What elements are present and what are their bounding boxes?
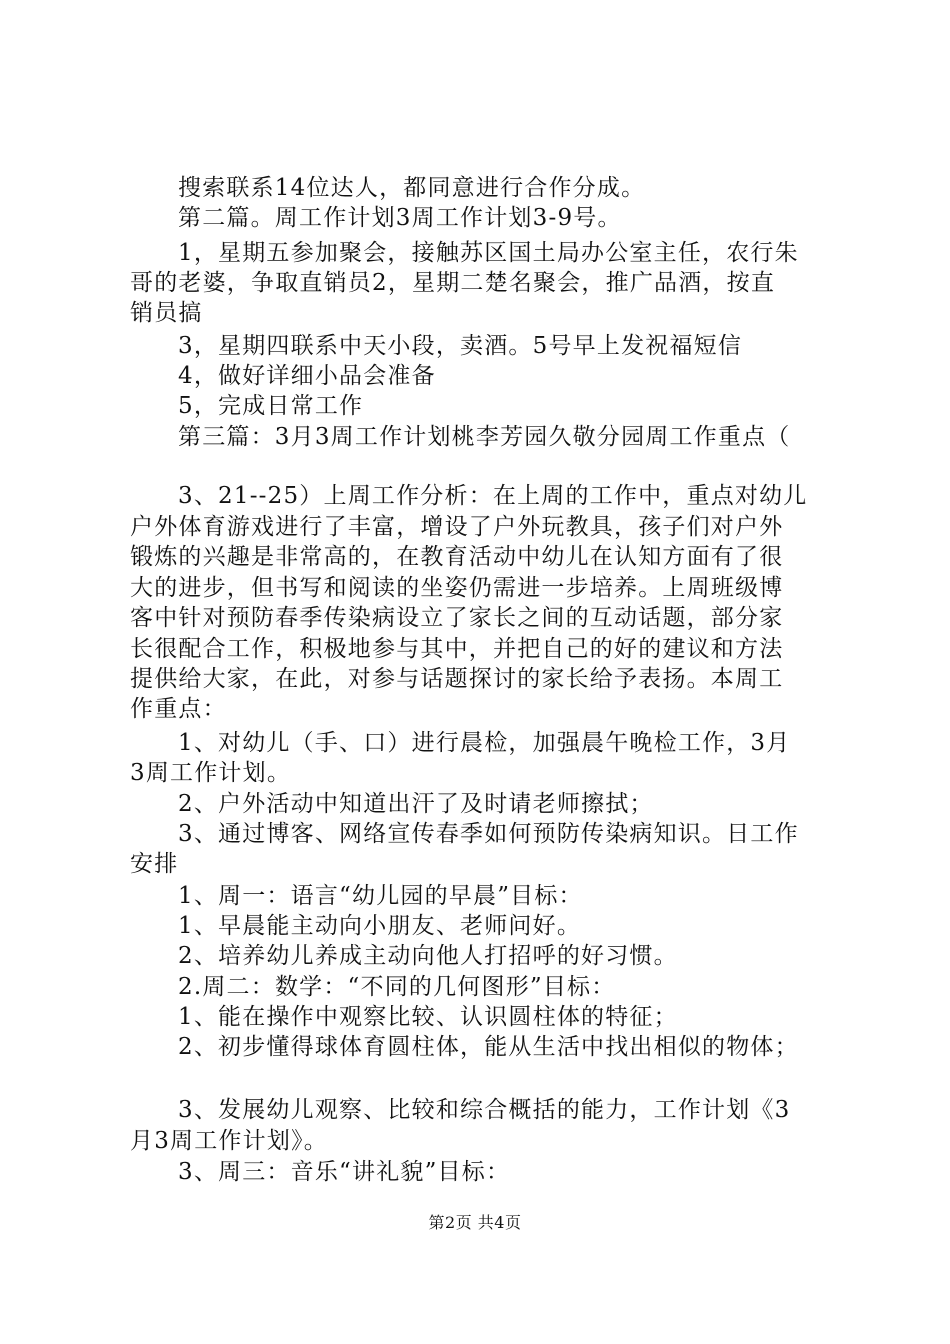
text-line: 1、能在操作中观察比较、认识圆柱体的特征； bbox=[178, 1004, 678, 1030]
text-line: 3、周三：音乐“讲礼貌”目标： bbox=[178, 1159, 511, 1185]
text-line: 2、培养幼儿养成主动向他人打招呼的好习惯。 bbox=[178, 943, 678, 969]
text-line: 1、周一：语言“幼儿园的早晨”目标： bbox=[178, 883, 583, 909]
text-line: 户外体育游戏进行了丰富，增设了户外玩教具，孩子们对户外 bbox=[130, 514, 784, 540]
text-line: 哥的老婆，争取直销员2，星期二楚名聚会，推广品酒，按直 bbox=[130, 270, 776, 296]
text-line: 安排 bbox=[130, 851, 179, 877]
text-line: 月3周工作计划》。 bbox=[130, 1128, 328, 1154]
text-line: 销员搞 bbox=[130, 300, 203, 326]
page-number: 第2页 共4页 bbox=[428, 1213, 522, 1232]
text-line: 提供给大家，在此，对参与话题探讨的家长给予表扬。本周工 bbox=[130, 666, 784, 692]
text-line: 1、早晨能主动向小朋友、老师问好。 bbox=[178, 913, 582, 939]
text-line: 3周工作计划。 bbox=[130, 760, 292, 786]
text-line: 2、初步懂得球体育圆柱体，能从生活中找出相似的物体； bbox=[178, 1034, 799, 1060]
text-line: 5，完成日常工作 bbox=[178, 393, 364, 419]
text-line: 3、发展幼儿观察、比较和综合概括的能力，工作计划《3 bbox=[178, 1097, 791, 1123]
text-line: 1，星期五参加聚会，接触苏区国土局办公室主任，农行朱 bbox=[178, 240, 799, 266]
text-line: 2.周二：数学：“不同的几何图形”目标： bbox=[178, 974, 616, 1000]
text-line: 3、通过博客、网络宣传春季如何预防传染病知识。日工作 bbox=[178, 821, 799, 847]
text-line: 大的进步，但书写和阅读的坐姿仍需进一步培养。上周班级博 bbox=[130, 575, 784, 601]
text-line: 1、对幼儿（手、口）进行晨检，加强晨午晚检工作，3月 bbox=[178, 730, 791, 756]
text-line: 第三篇：3月3周工作计划桃李芳园久敬分园周工作重点（ bbox=[178, 424, 791, 450]
text-line: 3，星期四联系中天小段，卖酒。5号早上发祝福短信 bbox=[178, 333, 743, 359]
text-line: 第二篇。周工作计划3周工作计划3-9号。 bbox=[178, 205, 622, 231]
text-line: 锻炼的兴趣是非常高的，在教育活动中幼儿在认知方面有了很 bbox=[130, 544, 784, 570]
text-line: 长很配合工作，积极地参与其中，并把自己的好的建议和方法 bbox=[130, 636, 784, 662]
text-line: 作重点： bbox=[130, 696, 227, 722]
text-line: 3、21--25）上周工作分析：在上周的工作中，重点对幼儿 bbox=[178, 483, 808, 509]
text-line: 4，做好详细小品会准备 bbox=[178, 363, 436, 389]
text-line: 2、户外活动中知道出汗了及时请老师擦拭； bbox=[178, 791, 654, 817]
text-line: 搜索联系14位达人，都同意进行合作分成。 bbox=[178, 175, 646, 201]
text-line: 客中针对预防春季传染病设立了家长之间的互动话题，部分家 bbox=[130, 605, 784, 631]
